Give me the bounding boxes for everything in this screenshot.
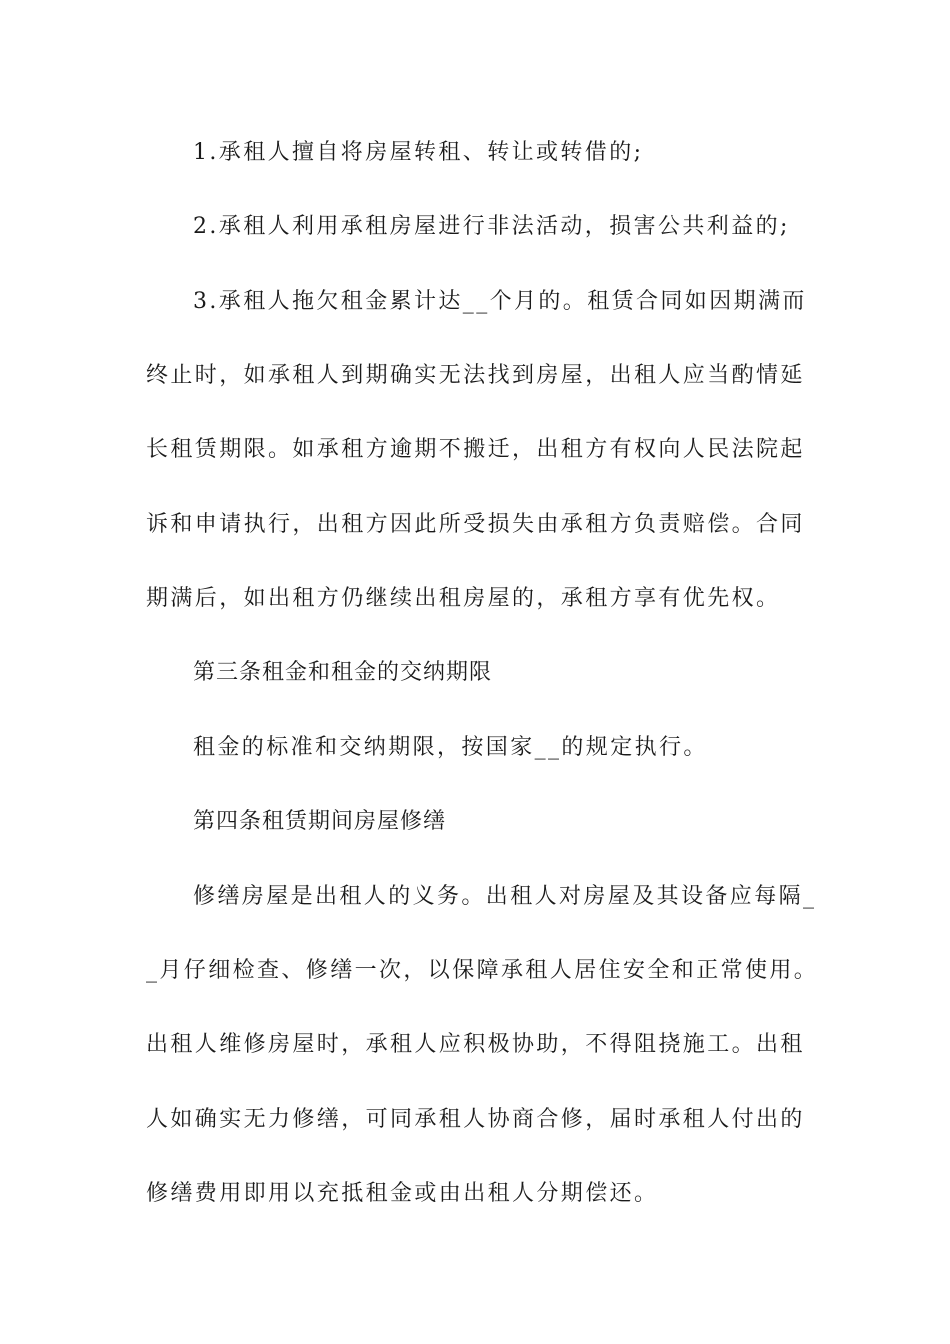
section-heading-article-3: 第三条租金和租金的交纳期限 [193, 660, 493, 685]
paragraph-line: 人如确实无力修缮，可同承租人协商合修，届时承租人付出的 [146, 1107, 805, 1132]
paragraph-line: 修缮费用即用以充抵租金或由出租人分期偿还。 [146, 1181, 659, 1206]
paragraph-line: 出租人维修房屋时，承租人应积极协助，不得阻挠施工。出租 [146, 1032, 805, 1057]
paragraph-line: 终止时，如承租人到期确实无法找到房屋，出租人应当酌情延 [146, 363, 805, 388]
clause-item-1: 1.承租人擅自将房屋转租、转让或转借的; [193, 140, 644, 165]
paragraph-line: 诉和申请执行，出租方因此所受损失由承租方负责赔偿。合同 [146, 512, 805, 537]
clause-item-3: 3.承租人拖欠租金累计达__个月的。租赁合同如因期满而 [193, 289, 807, 314]
paragraph-line: 修缮房屋是出租人的义务。出租人对房屋及其设备应每隔_ [193, 884, 817, 909]
clause-item-2: 2.承租人利用承租房屋进行非法活动，损害公共利益的; [193, 214, 790, 239]
paragraph-line: 租金的标准和交纳期限，按国家__的规定执行。 [193, 735, 708, 760]
paragraph-line: _月仔细检查、修缮一次，以保障承租人居住安全和正常使用。 [146, 958, 819, 983]
paragraph-line: 长租赁期限。如承租方逾期不搬迁，出租方有权向人民法院起 [146, 437, 805, 462]
section-heading-article-4: 第四条租赁期间房屋修缮 [193, 809, 447, 834]
paragraph-line: 期满后，如出租方仍继续出租房屋的，承租方享有优先权。 [146, 586, 781, 611]
